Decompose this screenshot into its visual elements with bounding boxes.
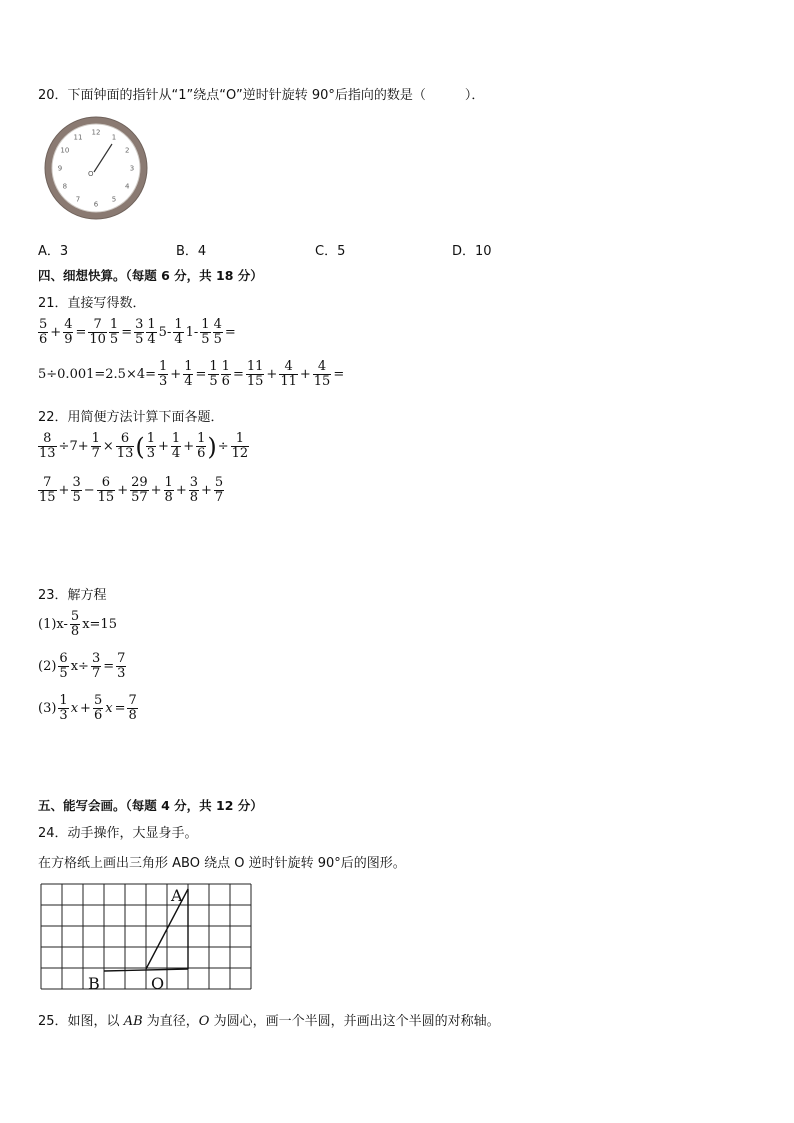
numerator: 1 [171, 431, 181, 446]
operator: = [224, 325, 236, 340]
section4-title: 四、细想快算。（每题 6 分，共 18 分） [38, 268, 263, 283]
denominator: 5 [135, 332, 144, 347]
operator: + [58, 483, 70, 498]
numerator: 6 [59, 651, 68, 666]
numerator: 3 [189, 475, 199, 490]
operator: + [150, 483, 162, 498]
numerator: 6 [101, 475, 111, 490]
fraction [279, 360, 298, 389]
denominator: 5 [209, 374, 218, 389]
label-a: A [171, 886, 183, 905]
denominator: 6 [93, 708, 103, 723]
numerator: 5 [93, 693, 103, 708]
fraction [91, 652, 101, 681]
numerator: 1 [201, 317, 210, 332]
operator: x=15 [82, 617, 117, 632]
denominator: 5 [72, 490, 81, 505]
option-c: C．5 [315, 244, 346, 259]
q24-instruction: 在方格纸上画出三角形 ABO 绕点 O 逆时针旋转 90°后的图形。 [38, 856, 406, 871]
clock-number: 9 [57, 164, 63, 173]
q21-row2-text: 5÷0.001=2.5×4= [38, 367, 157, 382]
operator: = [232, 367, 244, 382]
denominator: 5 [59, 666, 68, 681]
fraction [183, 360, 193, 389]
q23-eq3 [37, 694, 139, 723]
fraction [109, 318, 119, 347]
denominator: 8 [189, 490, 199, 505]
numerator: 1 [59, 693, 68, 708]
denominator: 5 [201, 332, 210, 347]
operator: ÷ [217, 439, 229, 454]
clock-number: 5 [111, 195, 117, 204]
denominator: 9 [64, 332, 73, 347]
denominator: 6 [39, 332, 48, 347]
operator: x [105, 701, 113, 716]
clock-face [42, 114, 150, 222]
operator: + [175, 483, 187, 498]
numerator: 1 [221, 359, 230, 374]
q25-suffix: 为圆心，画一个半圆，并画出这个半圆的对称轴。 [209, 1014, 500, 1029]
numerator: 1 [109, 317, 119, 332]
operator: + [183, 439, 195, 454]
denominator: 15 [97, 490, 115, 505]
clock-number: 4 [124, 182, 130, 191]
q21-row2 [37, 360, 345, 389]
denominator: 13 [39, 446, 56, 461]
clock-number: 10 [60, 146, 70, 155]
fraction [173, 318, 183, 347]
fraction [71, 476, 81, 505]
numerator: 5 [39, 317, 48, 332]
denominator: 57 [131, 490, 148, 505]
numerator: 1 [147, 317, 156, 332]
q23-text: 23．解方程 [38, 588, 107, 603]
denominator: 4 [171, 446, 181, 461]
clock-number: 11 [73, 133, 83, 142]
clock-number: 2 [124, 146, 130, 155]
operator: + [50, 325, 62, 340]
numerator: 5 [70, 609, 80, 624]
numerator: 7 [43, 475, 52, 490]
operator: = [195, 367, 207, 382]
q25-ab: AB [123, 1014, 143, 1029]
operator: 1- [185, 325, 199, 340]
fraction [38, 476, 57, 505]
option-a: A．3 [38, 244, 69, 259]
denominator: 11 [280, 374, 297, 389]
numerator: 5 [214, 475, 224, 490]
fraction [164, 476, 174, 505]
q24-text: 24．动手操作，大显身手。 [38, 826, 198, 841]
operator: + [158, 439, 169, 454]
q22-expr1 [37, 432, 250, 461]
denominator: 7 [91, 666, 101, 681]
clock-number: 6 [93, 200, 99, 209]
numerator: 1 [235, 431, 245, 446]
denominator: 5 [109, 332, 119, 347]
q23-eq1 [37, 610, 118, 639]
denominator: 10 [89, 332, 106, 347]
clock-number: 1 [111, 133, 117, 142]
triangle-base [104, 969, 188, 971]
numerator: 1 [209, 359, 218, 374]
label-b: B [88, 974, 100, 993]
option-b: B．4 [176, 244, 207, 259]
numerator: 1 [164, 475, 173, 490]
fraction [213, 318, 223, 347]
clock-number: 12 [91, 128, 101, 137]
parenthesis: ( [135, 432, 145, 461]
fraction [63, 318, 73, 347]
denominator: 8 [164, 490, 173, 505]
option-d: D．10 [452, 244, 492, 259]
fraction [93, 694, 103, 723]
numerator: 8 [43, 431, 52, 446]
denominator: 8 [70, 624, 80, 639]
fraction [127, 694, 137, 723]
q23-eq2 [37, 652, 127, 681]
numerator: 3 [135, 317, 144, 332]
label-o: O [151, 974, 165, 993]
q25-prefix: 25．如图，以 [38, 1014, 124, 1029]
operator: (1)x- [38, 617, 68, 632]
fraction [196, 432, 206, 461]
fraction [231, 432, 250, 461]
fraction [134, 318, 144, 347]
numerator: 29 [131, 475, 148, 490]
numerator: 7 [93, 317, 102, 332]
operator: = [75, 325, 87, 340]
q25-text [38, 1010, 500, 1029]
operator: − [83, 483, 95, 498]
denominator: 13 [116, 446, 134, 461]
numerator: 1 [91, 431, 100, 446]
fraction [38, 432, 57, 461]
denominator: 6 [221, 374, 230, 389]
fraction [158, 360, 168, 389]
denominator: 3 [59, 708, 68, 723]
numerator: 1 [174, 317, 183, 332]
numerator: 4 [317, 359, 327, 374]
operator: (2) [38, 659, 57, 674]
denominator: 3 [117, 666, 126, 681]
denominator: 3 [159, 374, 168, 389]
operator: + [299, 367, 311, 382]
numerator: 4 [64, 317, 73, 332]
numerator: 1 [197, 431, 206, 446]
operator: × [102, 439, 114, 454]
fraction [146, 432, 156, 461]
clock-number: 8 [62, 182, 68, 191]
denominator: 3 [146, 446, 155, 461]
clock-number: 7 [75, 195, 81, 204]
denominator: 4 [174, 332, 183, 347]
q22-expr2 [37, 476, 225, 505]
fraction [58, 694, 68, 723]
operator: x÷ [70, 659, 89, 674]
operator: = [121, 325, 133, 340]
denominator: 15 [39, 490, 56, 505]
fraction [58, 652, 68, 681]
operator: ÷7+ [58, 439, 89, 454]
denominator: 12 [231, 446, 249, 461]
denominator: 4 [184, 374, 193, 389]
numerator: 7 [128, 693, 137, 708]
fraction [221, 360, 231, 389]
fraction [38, 318, 48, 347]
fraction [116, 432, 135, 461]
q20-text: 20．下面钟面的指针从“1”绕点“O”逆时针旋转 90°后指向的数是（ ）． [38, 88, 485, 103]
fraction [208, 360, 218, 389]
denominator: 7 [214, 490, 224, 505]
numerator: 1 [184, 359, 193, 374]
operator: + [80, 701, 91, 716]
numerator: 4 [213, 317, 222, 332]
q21-text: 21．直接写得数． [38, 296, 146, 311]
denominator: 8 [128, 708, 137, 723]
fraction [88, 318, 107, 347]
fraction [171, 432, 181, 461]
q25-mid: 为直径， [142, 1014, 199, 1029]
operator: + [170, 367, 182, 382]
denominator: 6 [197, 446, 206, 461]
denominator: 4 [147, 332, 156, 347]
operator: + [201, 483, 212, 498]
numerator: 1 [146, 431, 155, 446]
clock-number: 3 [129, 164, 135, 173]
operator: (3) [38, 701, 57, 716]
grid-paper [40, 883, 256, 995]
fraction [200, 318, 210, 347]
fraction [189, 476, 199, 505]
section5-title: 五、能写会画。（每题 4 分，共 12 分） [38, 798, 263, 813]
operator: + [266, 367, 278, 382]
numerator: 7 [117, 651, 126, 666]
fraction [246, 360, 265, 389]
fraction [116, 652, 126, 681]
operator: = [333, 367, 345, 382]
denominator: 7 [91, 446, 100, 461]
operator: x [70, 701, 79, 716]
fraction [70, 610, 80, 639]
q22-text: 22．用简便方法计算下面各题． [38, 410, 224, 425]
operator: + [117, 483, 129, 498]
denominator: 15 [246, 374, 264, 389]
numerator: 3 [72, 475, 81, 490]
fraction [146, 318, 156, 347]
fraction [130, 476, 149, 505]
parenthesis: ) [207, 432, 217, 461]
numerator: 1 [159, 359, 168, 374]
operator: = [103, 659, 115, 674]
operator: = [114, 701, 126, 716]
operator: 5- [158, 325, 172, 340]
numerator: 4 [284, 359, 293, 374]
fraction [313, 360, 332, 389]
numerator: 3 [91, 651, 101, 666]
denominator: 5 [213, 332, 222, 347]
fraction [91, 432, 101, 461]
q25-o: O [198, 1014, 210, 1029]
fraction [214, 476, 224, 505]
numerator: 6 [120, 431, 130, 446]
fraction [97, 476, 116, 505]
denominator: 15 [313, 374, 331, 389]
clock-center-label: O [88, 170, 94, 178]
numerator: 11 [246, 359, 264, 374]
q21-row1 [37, 318, 237, 347]
